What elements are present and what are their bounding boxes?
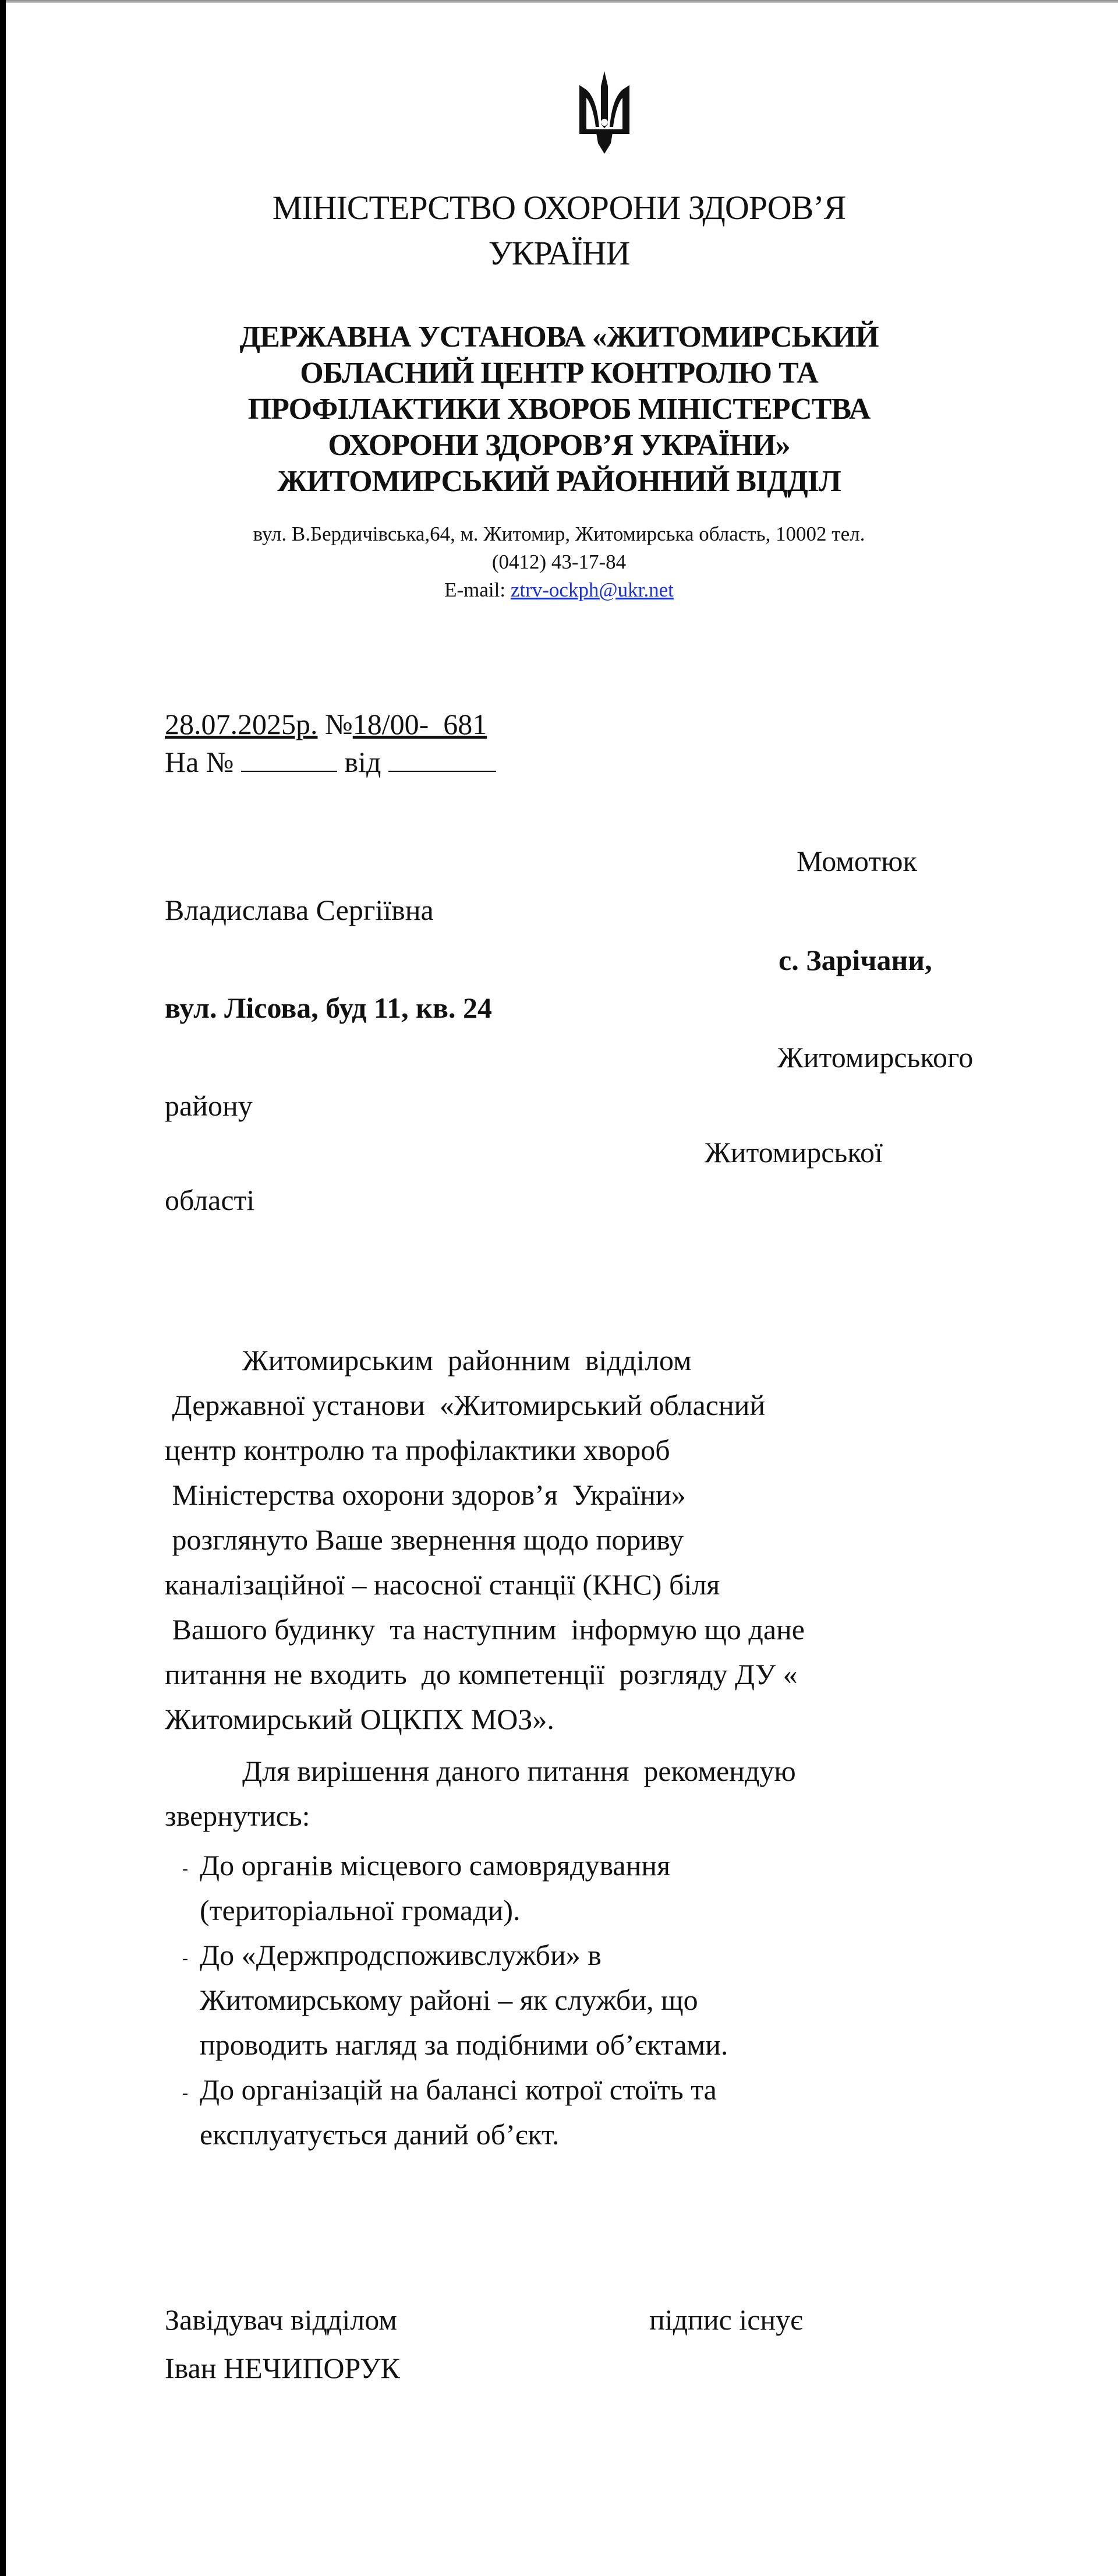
body-line: питання не входить до компетенції розгляду ДУ « bbox=[165, 1658, 798, 1691]
body-line: розглянуто Ваше звернення щодо пориву bbox=[165, 1523, 684, 1556]
number-label: № bbox=[325, 708, 353, 740]
reply-date-blank bbox=[388, 771, 496, 772]
body-line: центр контролю та профілактики хвороб bbox=[165, 1434, 670, 1466]
addressee-region-adj: Житомирської bbox=[705, 1136, 883, 1169]
reply-number-blank bbox=[241, 771, 337, 772]
body-line: Житомирським районним відділом bbox=[242, 1344, 692, 1377]
addressee-region: області bbox=[165, 1184, 255, 1216]
org-line: ДЕРЖАВНА УСТАНОВА «ЖИТОМИРСЬКИЙ bbox=[239, 320, 879, 354]
bullet-marker: - bbox=[182, 2083, 188, 2102]
addressee-street: вул. Лісова, буд 11, кв. 24 bbox=[165, 991, 492, 1024]
recommendation-item-1 bbox=[182, 1848, 670, 1886]
recommendation-line: Житомирському районі – як служби, що bbox=[200, 1984, 698, 2016]
outgoing-date: 28.07.2025р. bbox=[165, 708, 318, 740]
addressee-surname: Момотюк bbox=[797, 845, 917, 877]
outgoing-number: 18/00- 681 bbox=[352, 708, 487, 740]
ministry-line-2: УКРАЇНИ bbox=[488, 234, 630, 272]
reply-number-label: На № bbox=[165, 746, 234, 778]
recommendation-item-2 bbox=[182, 1938, 602, 1976]
addressee-district: району bbox=[165, 1089, 253, 1122]
org-line: ОБЛАСНИЙ ЦЕНТР КОНТРОЛЮ ТА bbox=[300, 357, 818, 390]
phone-line: (0412) 43-17-84 bbox=[491, 551, 627, 573]
addressee-district-adj: Житомирського bbox=[777, 1041, 974, 1074]
body-line: Житомирський ОЦКПХ МОЗ». bbox=[165, 1703, 554, 1735]
body-line: Міністерства охорони здоров’я України» bbox=[165, 1478, 686, 1511]
body-line: Державної установи «Житомирський обласний bbox=[165, 1389, 766, 1421]
addressee-name: Владислава Сергіївна bbox=[165, 894, 434, 926]
email-line bbox=[0, 576, 1118, 604]
recommendation-line: До «Держпродспоживслужби» в bbox=[200, 1939, 602, 1971]
signatory-name: Іван НЕЧИПОРУК bbox=[165, 2352, 400, 2384]
registration-line bbox=[165, 707, 487, 742]
recommendation-line: експлуатується даний об’єкт. bbox=[200, 2118, 560, 2151]
email-link[interactable]: ztrv-ockph@ukr.net bbox=[510, 578, 674, 601]
reply-from-label: від bbox=[344, 746, 381, 778]
org-line: ПРОФІЛАКТИКИ ХВОРОБ МІНІСТЕРСТВА bbox=[247, 393, 871, 426]
org-line: ЖИТОМИРСЬКИЙ РАЙОННИЙ ВІДДІЛ bbox=[277, 465, 841, 498]
organization-heading bbox=[0, 319, 1118, 500]
recommendation-line: До організацій на балансі котрої стоїть та bbox=[200, 2073, 717, 2106]
addressee-village: с. Зарічани, bbox=[779, 944, 932, 976]
bullet-marker: - bbox=[182, 1948, 188, 1968]
recommendation-item-3 bbox=[182, 2072, 717, 2111]
body-line: Вашого будинку та наступним інформую що дане bbox=[165, 1613, 805, 1646]
org-line: ОХОРОНИ ЗДОРОВ’Я УКРАЇНИ» bbox=[328, 429, 790, 462]
reply-reference-line bbox=[165, 744, 496, 779]
body-line: каналізаційної – насосної станції (КНС) біля bbox=[165, 1568, 720, 1601]
recommendation-line: До органів місцевого самоврядування bbox=[200, 1849, 671, 1882]
recommendation-line: (територіальної громади). bbox=[200, 1894, 521, 1926]
trident-icon bbox=[578, 69, 631, 155]
recommendation-line: проводить нагляд за подібними об’єктами. bbox=[200, 2028, 728, 2061]
contact-block bbox=[0, 520, 1118, 604]
ministry-line-1: МІНІСТЕРСТВО ОХОРОНИ ЗДОРОВ’Я bbox=[272, 189, 846, 227]
ministry-heading bbox=[0, 185, 1118, 276]
body-line: Для вирішення даного питання рекомендую bbox=[242, 1755, 796, 1787]
signatory-position: Завідувач відділом bbox=[165, 2303, 397, 2336]
email-label: E-mail: bbox=[444, 578, 506, 601]
address-line: вул. В.Бердичівська,64, м. Житомир, Житомирська область, 10002 тел. bbox=[253, 523, 865, 545]
bullet-marker: - bbox=[182, 1858, 188, 1878]
body-line: звернутись: bbox=[165, 1799, 310, 1832]
signature-note: підпис існує bbox=[649, 2303, 803, 2336]
